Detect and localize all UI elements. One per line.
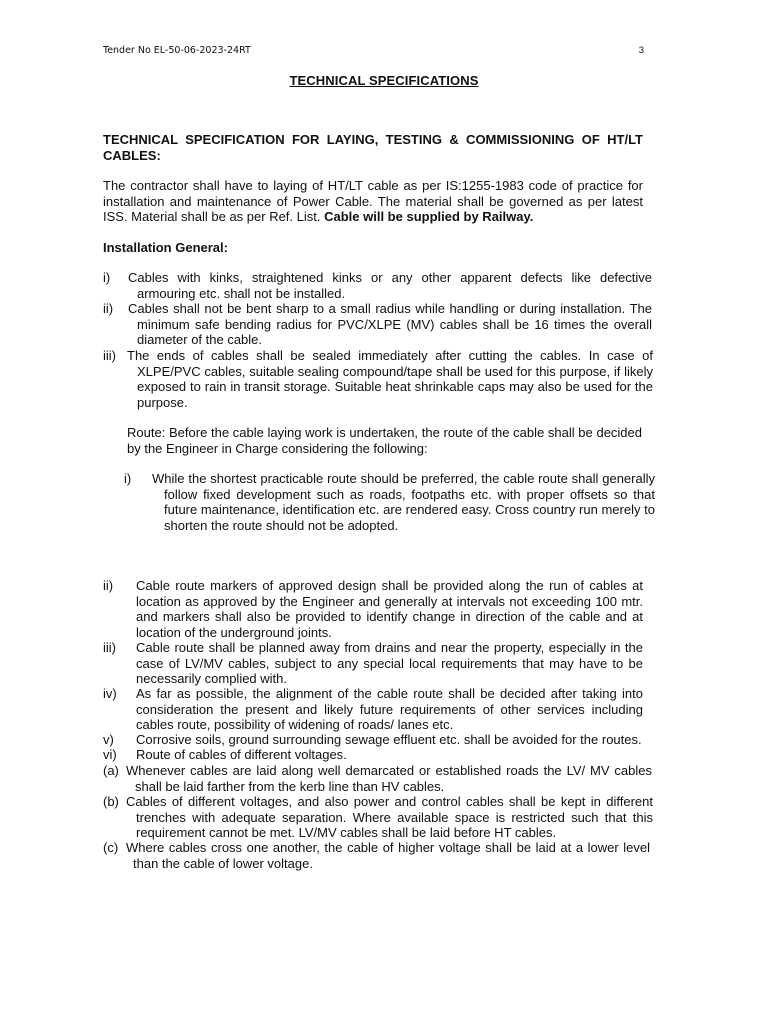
item-marker: i) — [103, 270, 111, 285]
item-text: Cables of different voltages, and also power and control cables shall be kept in different trenches with adequate separation. Where available space is restricted such that this requirement cannot be met. LV/MV cables shall be laid before HT cables. — [126, 794, 653, 841]
item-text: Cable route markers of approved design shall be provided along the run of cables at location as approved by the Engineer and generally at intervals not exceeding 100 mtr. and markers shall also be provided to identify change in direction of the cable and at location of the underground joints. — [136, 578, 643, 640]
item-text: While the shortest practicable route should be preferred, the cable route shall generally follow fixed development such as roads, footpaths etc. with proper offsets so that future maintenance, identification etc. are rendered easy. Cross country run merely to shorten the route should not be adopted. — [152, 471, 655, 533]
item-marker: iii) — [103, 640, 116, 655]
intro-text: The contractor shall have to laying of HT/LT cable as per IS:1255-1983 code of practice for installation and maintenance of Power Cable. The material shall be governed as per latest ISS. Material shall be as per Ref. List. — [103, 178, 643, 225]
item-marker: ii) — [103, 578, 114, 593]
item-text: Where cables cross one another, the cable of higher voltage shall be laid at a lower level than the cable of lower voltage. — [126, 840, 650, 871]
item-marker: (c) — [103, 840, 119, 855]
item-marker: ii) — [103, 301, 114, 316]
item-marker: iv) — [103, 686, 117, 701]
page-header — [103, 45, 644, 56]
item-marker: vi) — [103, 747, 117, 762]
item-text: Route of cables of different voltages. — [136, 747, 347, 762]
item-text: As far as possible, the alignment of the cable route shall be decided after taking into consideration the present and likely future requirements of other services including cables route, possibility of widening of roads/ lanes etc. — [136, 686, 643, 733]
item-marker: v) — [103, 732, 114, 747]
tender-number: Tender No EL-50-06-2023-24RT — [103, 45, 251, 56]
route-intro: Route: Before the cable laying work is undertaken, the route of the cable shall be decided by the Engineer in Charge considering the following: — [127, 425, 642, 456]
intro-paragraph — [103, 178, 643, 225]
item-marker: (b) — [103, 794, 119, 809]
item-text: The ends of cables shall be sealed immediately after cutting the cables. In case of XLPE/PVC cables, suitable sealing compound/tape shall be used for this purpose, if likely exposed to rain in transit storage. Suitable heat shrinkable caps may also be used for the purpose. — [127, 348, 653, 410]
item-marker: iii) — [103, 348, 116, 363]
installation-heading: Installation General: — [103, 240, 228, 255]
item-marker: i) — [124, 471, 132, 486]
item-text: Corrosive soils, ground surrounding sewage effluent etc. shall be avoided for the routes. — [136, 732, 642, 747]
item-marker: (a) — [103, 763, 119, 778]
intro-bold-note: Cable will be supplied by Railway. — [324, 209, 534, 225]
section-heading: TECHNICAL SPECIFICATION FOR LAYING, TESTING & COMMISSIONING OF HT/LT CABLES: — [103, 132, 643, 163]
page-title: TECHNICAL SPECIFICATIONS — [289, 73, 479, 88]
item-text: Whenever cables are laid along well demarcated or established roads the LV/ MV cables shall be laid farther from the kerb line than HV cables. — [126, 763, 652, 794]
item-text: Cable route shall be planned away from drains and near the property, especially in the case of LV/MV cables, subject to any special local requirements that may have to be necessarily complied with. — [136, 640, 643, 687]
page-number: 3 — [638, 45, 644, 56]
item-text: Cables with kinks, straightened kinks or any other apparent defects like defective armouring etc. shall not be installed. — [128, 270, 652, 301]
item-text: Cables shall not be bent sharp to a small radius while handling or during installation. The minimum safe bending radius for PVC/XLPE (MV) cables shall be 16 times the overall diameter of the cable. — [128, 301, 652, 348]
